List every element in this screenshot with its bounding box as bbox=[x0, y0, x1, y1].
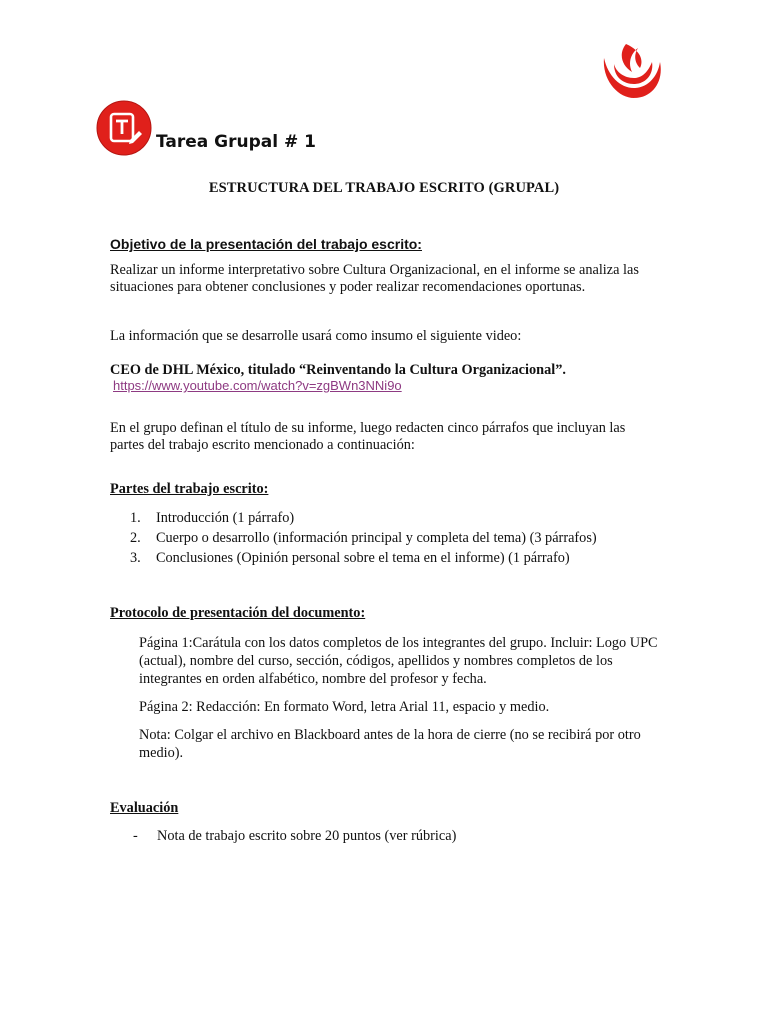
list-text: Nota de trabajo escrito sobre 20 puntos (ver rúbrica) bbox=[157, 828, 457, 844]
document-title: ESTRUCTURA DEL TRABAJO ESCRITO (GRUPAL) bbox=[208, 180, 560, 196]
list-item bbox=[130, 548, 597, 568]
protocol-page2: Página 2: Redacción: En formato Word, letra Arial 11, espacio y medio. bbox=[139, 699, 550, 715]
protocol-heading: Protocolo de presentación del documento: bbox=[110, 605, 366, 621]
video-citation: CEO de DHL México, titulado “Reinventando la Cultura Organizacional”. bbox=[110, 362, 566, 378]
protocol-note: Nota: Colgar el archivo en Blackboard antes de la hora de cierre (no se recibirá por otro medio). bbox=[139, 727, 641, 761]
bullet: - bbox=[133, 828, 138, 844]
parts-heading: Partes del trabajo escrito: bbox=[110, 481, 269, 497]
instructions-paragraph: En el grupo definan el título de su informe, luego redacten cinco párrafos que incluyan las partes del trabajo escrito mencionado a continuación: bbox=[110, 420, 626, 453]
list-number: 3. bbox=[130, 550, 141, 566]
list-text: Introducción (1 párrafo) bbox=[156, 510, 295, 526]
video-intro-paragraph: La información que se desarrolle usará como insumo el siguiente video: bbox=[110, 328, 522, 344]
list-item bbox=[130, 508, 597, 528]
upc-logo bbox=[600, 40, 664, 100]
task-title: Tarea Grupal # 1 bbox=[156, 132, 316, 152]
video-link[interactable]: https://www.youtube.com/watch?v=zgBWn3NNi9o bbox=[113, 378, 402, 393]
list-number: 1. bbox=[130, 510, 141, 526]
protocol-page1: Página 1:Carátula con los datos completos de los integrantes del grupo. Incluir: Logo UPC (actual), nombre del curso, sección, códigos, apellidos y nombres completos de los integrantes en orden alfabético, nombre del profesor y fecha. bbox=[139, 635, 658, 687]
edit-document-icon bbox=[96, 100, 152, 156]
objective-paragraph: Realizar un informe interpretativo sobre Cultura Organizacional, en el informe se analiza las situaciones para obtener conclusiones y poder realizar recomendaciones oportunas. bbox=[110, 262, 639, 295]
parts-list bbox=[130, 508, 597, 568]
list-item bbox=[130, 528, 597, 548]
list-text: Cuerpo o desarrollo (información principal y completa del tema) (3 párrafos) bbox=[156, 530, 597, 546]
list-text: Conclusiones (Opinión personal sobre el tema en el informe) (1 párrafo) bbox=[156, 550, 570, 566]
list-number: 2. bbox=[130, 530, 141, 546]
evaluation-heading: Evaluación bbox=[110, 800, 179, 816]
objective-heading: Objetivo de la presentación del trabajo escrito: bbox=[110, 236, 422, 252]
list-item bbox=[133, 828, 456, 845]
